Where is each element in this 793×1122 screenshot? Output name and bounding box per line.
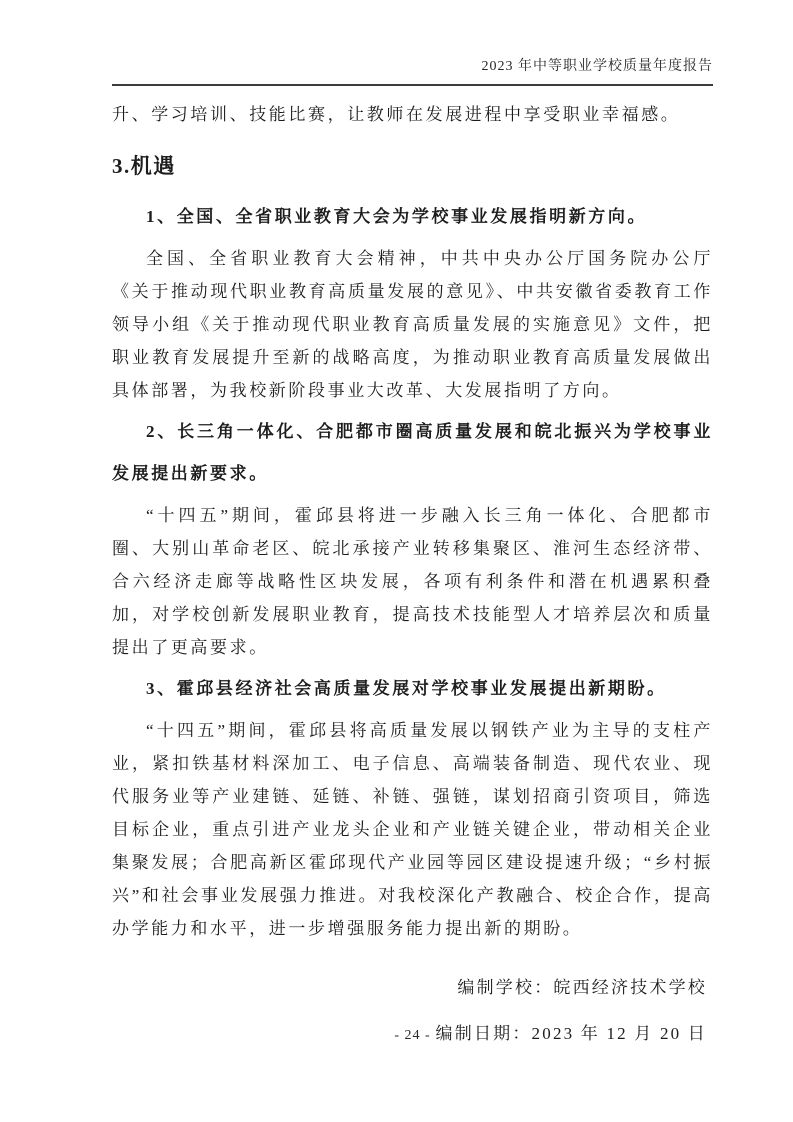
page-header xyxy=(112,0,713,86)
paragraph-2: “十四五”期间，霍邱县将进一步融入长三角一体化、合肥都市圈、大别山革命老区、皖北承接产业转移集聚区、淮河生态经济带、合六经济走廊等战略性区块发展，各项有利条件和潜在机遇累积叠加，对学校创新发展职业教育，提高技术技能型人才培养层次和质量提出了更高要求。 xyxy=(112,506,713,657)
page-footer xyxy=(112,1026,713,1044)
page-number: - 24 - xyxy=(394,1028,431,1043)
paragraph-3: “十四五”期间，霍邱县将高质量发展以钢铁产业为主导的支柱产业，紧扣铁基材料深加工、电子信息、高端装备制造、现代农业、现代服务业等产业建链、延链、补链、强链，谋划招商引资项目，筛选目标企业，重点引进产业龙头企业和产业链关键企业，带动相关企业集聚发展；合肥高新区霍邱现代产业园等园区建设提速升级；“乡村振兴”和社会事业发展强力推进。对我校深化产教融合、校企合作，提高办学能力和水平，进一步增强服务能力提出新的期盼。 xyxy=(112,721,713,938)
page-body xyxy=(112,98,713,1057)
section-heading-opportunities: 3.机遇 xyxy=(112,154,176,178)
subheading-1: 1、全国、全省职业教育大会为学校事业发展指明新方向。 xyxy=(146,207,648,226)
running-header-title: 2023 年中等职业学校质量年度报告 xyxy=(481,59,713,74)
paragraph-continuation: 升、学习培训、技能比赛，让教师在发展进程中享受职业幸福感。 xyxy=(112,105,681,124)
subheading-3: 3、霍邱县经济社会高质量发展对学校事业发展提出新期盼。 xyxy=(146,679,667,698)
paragraph-1: 全国、全省职业教育大会精神，中共中央办公厅国务院办公厅《关于推动现代职业教育高质量发展的意见》、中共安徽省委教育工作领导小组《关于推动现代职业教育高质量发展的实施意见》文件，把职业教育发展提升至新的战略高度，为推动职业教育高质量发展做出具体部署，为我校新阶段事业大改革、大发展指明了方向。 xyxy=(112,249,713,400)
compiling-date-line: 编制日期：2023 年 12 月 20 日 xyxy=(435,1024,707,1043)
compiling-school-line: 编制学校：皖西经济技术学校 xyxy=(457,978,707,997)
subheading-2: 2、长三角一体化、合肥都市圈高质量发展和皖北振兴为学校事业发展提出新要求。 xyxy=(112,422,713,483)
